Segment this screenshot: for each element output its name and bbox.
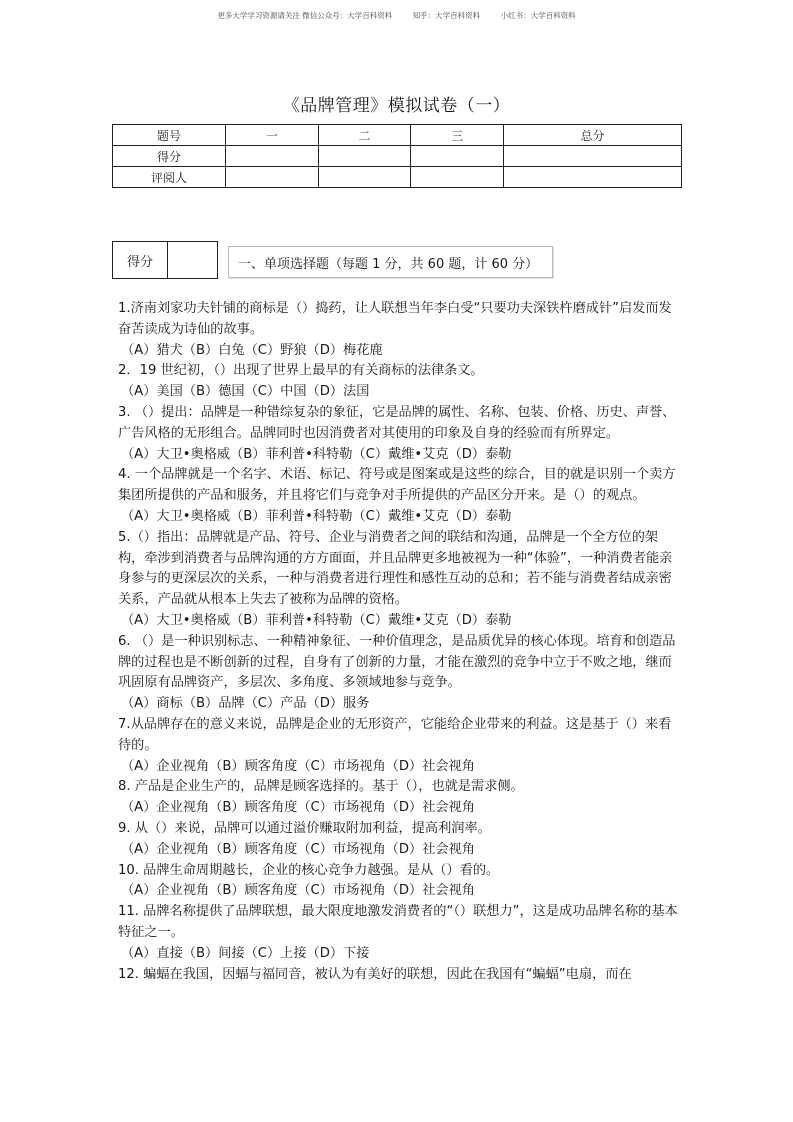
- score-cell: [226, 146, 319, 167]
- score-cell: [411, 146, 504, 167]
- question-stem: 12. 蝙蝠在我国，因蝠与福同音，被认为有美好的联想，因此在我国有“蝙蝠”电扇，而在: [118, 966, 632, 982]
- header-cell: 一: [226, 125, 319, 146]
- score-table-header-row: [113, 125, 682, 146]
- page-title: 《品牌管理》模拟试卷（一）: [282, 96, 511, 116]
- header-cell: 二: [318, 125, 411, 146]
- reviewer-cell: [503, 167, 681, 188]
- question-options: （A）企业视角（B）顾客角度（C）市场视角（D）社会视角: [121, 758, 475, 774]
- question-options: （A）企业视角（B）顾客角度（C）市场视角（D）社会视角: [121, 883, 475, 899]
- question-stem: 1.济南刘家功夫针铺的商标是（）捣药，让人联想当年李白受“只要功夫深铁杵磨成针”启发而发奋苦读成为诗仙的故事。: [118, 301, 672, 337]
- reviewer-cell: [318, 167, 411, 188]
- question-stem: 9. 从（）来说，品牌可以通过溢价赚取附加利益，提高利润率。: [118, 820, 491, 836]
- score-row: [113, 146, 682, 167]
- question-list: [118, 299, 680, 985]
- header-cell: 三: [411, 125, 504, 146]
- score-cell: [503, 146, 681, 167]
- question-stem: 2．19 世纪初，（）出现了世界上最早的有关商标的法律条文。: [118, 363, 484, 379]
- question-options: （A）美国（B）德国（C）中国（D）法国: [121, 384, 370, 400]
- header-cell: 题号: [113, 125, 226, 146]
- question-stem: 7.从品牌存在的意义来说，品牌是企业的无形资产，它能给企业带来的利益。这是基于（）来看待的。: [118, 716, 672, 753]
- question-stem: 4. 一个品牌就是一个名字、术语、标记、符号或是图案或是这些的综合，目的就是识别一个卖方集团所提供的产品和服务，并且将它们与竞争对手所提供的产品区分开来。是（）的观点。: [118, 467, 676, 504]
- question-stem: 8. 产品是企业生产的，品牌是顾客选择的。基于（），也就是需求侧。: [118, 779, 524, 795]
- header-cell: 总分: [503, 125, 681, 146]
- question-stem: 5.（）指出：品牌就是产品、符号、企业与消费者之间的联结和沟通，品牌是一个全方位的架构，牵涉到消费者与品牌沟通的方方面面，并且品牌更多地被视为一种“体验”，一种消费者能亲身参与的更深层次的关系，一种与消费者进行理性和感性互动的总和；若不能与消费者结成亲密关系，产品就从根本上失去了被称为品牌的资格。: [118, 529, 673, 608]
- header-zhihu: 知乎：大学百科资料: [412, 11, 481, 20]
- question-options: （A）大卫•奥格威（B）菲利普•科特勒（C）戴维•艾克（D）泰勒: [121, 508, 512, 524]
- question-options: （A）猎犬（B）白兔（C）野狼（D）梅花鹿: [121, 342, 383, 358]
- section-heading: 一、单项选择题（每题 1 分，共 60 题，计 60 分）: [228, 246, 553, 278]
- section-score-label: 得分: [113, 242, 168, 278]
- reviewer-cell: [226, 167, 319, 188]
- question-stem: 11. 品牌名称提供了品牌联想，最大限度地激发消费者的“（）联想力”，这是成功品牌名称的基本特征之一。: [118, 904, 678, 940]
- question-stem: 6. （）是一种识别标志、一种精神象征、一种价值理念，是品质优异的核心体现。培育和创造品牌的过程也是不断创新的过程，自身有了创新的力量，才能在激烈的竞争中立于不败之地，继而巩固原有品牌资产，多层次、多角度、多领域地参与竞争。: [118, 633, 676, 691]
- score-cell: [318, 146, 411, 167]
- question-options: （A）企业视角（B）顾客角度（C）市场视角（D）社会视角: [121, 800, 475, 816]
- question-options: （A）大卫•奥格威（B）菲利普•科特勒（C）戴维•艾克（D）泰勒: [121, 612, 512, 628]
- question-options: （A）大卫•奥格威（B）菲利普•科特勒（C）戴维•艾克（D）泰勒: [121, 446, 512, 462]
- question-options: （A）企业视角（B）顾客角度（C）市场视角（D）社会视角: [121, 841, 475, 857]
- question-stem: 3. （）提出：品牌是一种错综复杂的象征，它是品牌的属性、名称、包装、价格、历史、声誉、广告风格的无形组合。品牌同时也因消费者对其使用的印象及自身的经验而有所界定。: [118, 404, 676, 441]
- question-stem: 10. 品牌生命周期越长，企业的核心竞争力越强。是从（）看的。: [118, 862, 500, 878]
- row-label: 得分: [113, 146, 226, 167]
- question-options: （A）直接（B）间接（C）上接（D）下接: [121, 945, 370, 961]
- reviewer-cell: [411, 167, 504, 188]
- row-label: 评阅人: [113, 167, 226, 188]
- header-wechat: 更多大学学习资源请关注 微信公众号：大学百科资料: [217, 11, 393, 20]
- question-options: （A）商标（B）品牌（C）产品（D）服务: [121, 696, 370, 712]
- header-xiaohongshu: 小红书：大学百科资料: [500, 11, 576, 20]
- section-score-box: [112, 241, 218, 279]
- score-table: [112, 124, 682, 188]
- reviewer-row: [113, 167, 682, 188]
- page-header: [0, 10, 793, 21]
